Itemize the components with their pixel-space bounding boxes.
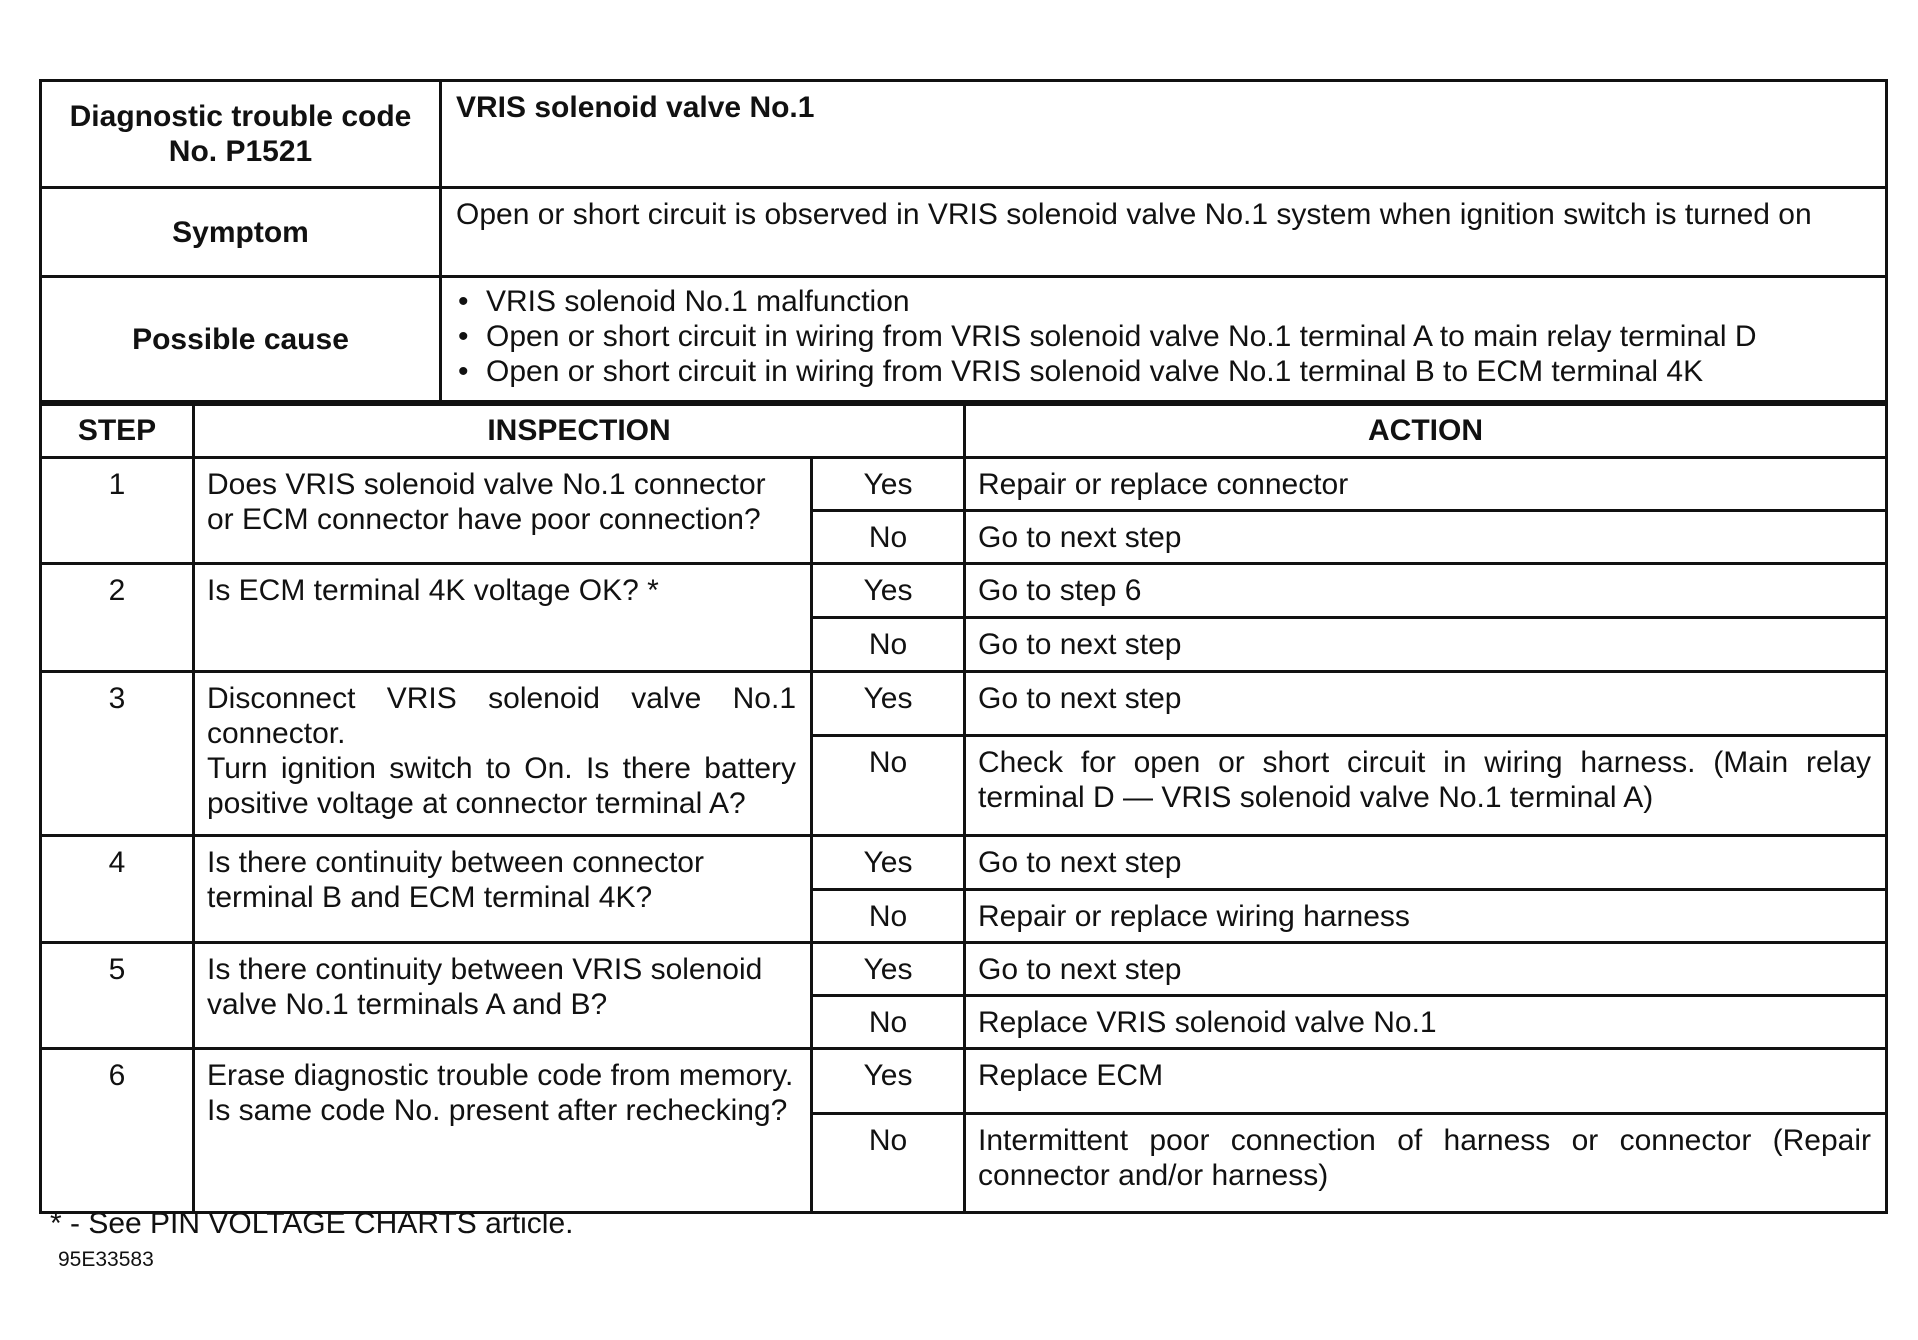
- cause-item: • Open or short circuit in wiring from VRIS solenoid valve No.1 terminal A to main relay terminal D: [456, 319, 1871, 354]
- step-row: [41, 458, 1887, 511]
- cause-item: • VRIS solenoid No.1 malfunction: [456, 284, 1871, 319]
- action-column-header: ACTION: [965, 405, 1887, 458]
- step-inspection: Is there continuity between connector terminal B and ECM terminal 4K?: [194, 836, 812, 943]
- action-yes: Go to step 6: [965, 564, 1887, 618]
- step-row: [41, 564, 1887, 618]
- step-row: [41, 672, 1887, 736]
- diagnostic-table: [39, 79, 1885, 1214]
- dtc-row: [41, 81, 1887, 188]
- inspection-line: Erase diagnostic trouble code from memory.: [207, 1059, 794, 1092]
- step-row: [41, 943, 1887, 996]
- figure-id: 95E33583: [58, 1248, 154, 1271]
- action-yes: Replace ECM: [965, 1049, 1887, 1114]
- action-yes: Repair or replace connector: [965, 458, 1887, 511]
- action-no: Go to next step: [965, 618, 1887, 672]
- dtc-label: Diagnostic trouble code No. P1521: [41, 81, 441, 188]
- inspection-column-header: INSPECTION: [194, 405, 965, 458]
- step-inspection: Is there continuity between VRIS solenoid valve No.1 terminals A and B?: [194, 943, 812, 1049]
- inspection-line: Is same code No. present after rechecking?: [207, 1094, 788, 1127]
- action-no: Replace VRIS solenoid valve No.1: [965, 996, 1887, 1049]
- symptom-label: Symptom: [41, 188, 441, 277]
- answer-no: No: [812, 890, 965, 943]
- answer-yes: Yes: [812, 836, 965, 890]
- answer-no: No: [812, 736, 965, 836]
- answer-no: No: [812, 511, 965, 564]
- cause-item: • Open or short circuit in wiring from VRIS solenoid valve No.1 terminal B to ECM terminal 4K: [456, 354, 1871, 389]
- inspection-line: Disconnect VRIS solenoid valve No.1 connector.: [207, 682, 796, 750]
- step-inspection: Does VRIS solenoid valve No.1 connector or ECM connector have poor connection?: [194, 458, 812, 564]
- answer-yes: Yes: [812, 564, 965, 618]
- symptom-row: [41, 188, 1887, 277]
- column-header-row: [41, 405, 1887, 458]
- step-inspection: [194, 672, 812, 836]
- action-yes: Go to next step: [965, 836, 1887, 890]
- step-number: 2: [41, 564, 194, 672]
- steps-table: [39, 403, 1888, 1214]
- action-no: Intermittent poor connection of harness or connector (Repair connector and/or harness): [965, 1114, 1887, 1213]
- answer-no: No: [812, 996, 965, 1049]
- step-row: [41, 1049, 1887, 1114]
- step-number: 4: [41, 836, 194, 943]
- step-column-header: STEP: [41, 405, 194, 458]
- answer-yes: Yes: [812, 1049, 965, 1114]
- answer-no: No: [812, 618, 965, 672]
- step-row: [41, 836, 1887, 890]
- step-number: 1: [41, 458, 194, 564]
- possible-cause-list: [456, 284, 1871, 389]
- answer-yes: Yes: [812, 943, 965, 996]
- possible-cause-list-cell: [441, 277, 1887, 402]
- answer-yes: Yes: [812, 458, 965, 511]
- step-number: 5: [41, 943, 194, 1049]
- step-number: 6: [41, 1049, 194, 1213]
- footnote: * - See PIN VOLTAGE CHARTS article.: [50, 1207, 574, 1240]
- action-no: Go to next step: [965, 511, 1887, 564]
- possible-cause-row: [41, 277, 1887, 402]
- action-no: Repair or replace wiring harness: [965, 890, 1887, 943]
- dtc-value: VRIS solenoid valve No.1: [441, 81, 1887, 188]
- step-inspection: Is ECM terminal 4K voltage OK? *: [194, 564, 812, 672]
- action-yes: Go to next step: [965, 943, 1887, 996]
- possible-cause-label: Possible cause: [41, 277, 441, 402]
- answer-yes: Yes: [812, 672, 965, 736]
- step-number: 3: [41, 672, 194, 836]
- action-no: Check for open or short circuit in wiring harness. (Main relay terminal D — VRIS solenoid valve No.1 terminal A): [965, 736, 1887, 836]
- dtc-header-table: [39, 79, 1888, 403]
- symptom-value: Open or short circuit is observed in VRIS solenoid valve No.1 system when ignition switch is turned on: [441, 188, 1887, 277]
- action-yes: Go to next step: [965, 672, 1887, 736]
- step-inspection: [194, 1049, 812, 1213]
- answer-no: No: [812, 1114, 965, 1213]
- inspection-line: Turn ignition switch to On. Is there battery positive voltage at connector terminal A?: [207, 752, 796, 820]
